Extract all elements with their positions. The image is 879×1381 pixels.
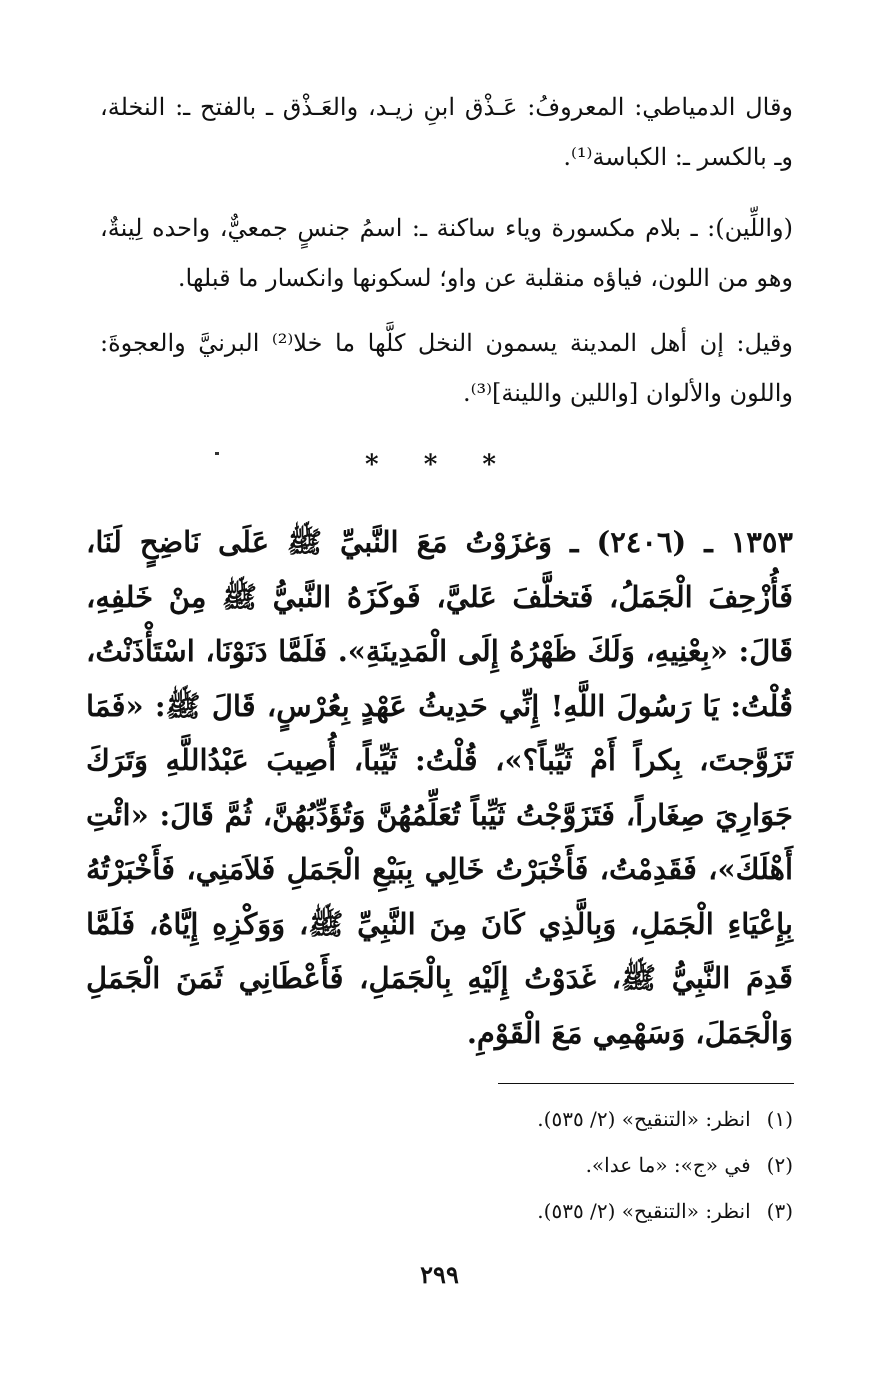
commentary-paragraph-3: [100, 318, 793, 418]
footnote-item: [300, 1096, 793, 1142]
footnote-item: [300, 1188, 793, 1234]
footnote-text: انظر: «التنقيح» (٢/ ٥٣٥).: [537, 1199, 751, 1223]
commentary-paragraph-2: [100, 203, 793, 303]
footnote-divider: [498, 1083, 794, 1084]
footnote-item: [300, 1142, 793, 1188]
page-number: ٢٩٩: [420, 1260, 459, 1289]
footnote-number: (٣): [766, 1199, 793, 1223]
footnote-text: انظر: «التنقيح» (٢/ ٥٣٥).: [537, 1107, 751, 1131]
commentary-text: وقال الدمياطي: المعروفُ: عَـذْق ابنِ زيـد، والعَـذْق ـ بالفتح ـ: النخلة، وـ بالكسر ـ: الكباسة⁽¹⁾.: [100, 93, 793, 171]
commentary-paragraph-1: [100, 82, 793, 182]
hadith-text: ١٣٥٣ ـ (٢٤٠٦) ـ وَغزَوْتُ مَعَ النَّبيِّ ﷺ عَلَى نَاضِحٍ لَنَا، فَأُزْحِفَ الْجَمَلُ، فَتخلَّفَ عَليَّ، فَوكَزَهُ النَّبيُّ ﷺ مِنْ خَلفِهِ، قَالَ: «بِعْنِيهِ، وَلَكَ ظَهْرُهُ إِلَى الْمَدِينَةِ». فَلَمَّا دَنَوْنَا، اسْتَأْذَنْتُ، قُلْتُ: يَا رَسُولَ اللَّهِ! إِنِّي حَدِيثُ عَهْدٍ بِعُرْسٍ، قَالَ ﷺ: «فَمَا تَزَوَّجتَ، بِكراً أَمْ ثَيِّباً؟»، قُلْتُ: ثَيِّباً، أُصِيبَ عَبْدُاللَّهِ وَتَرَكَ جَوَارِيَ صِغَاراً، فَتَزَوَّجْتُ ثَيِّباً تُعَلِّمُهُنَّ وَتُؤَدِّبُهُنَّ، ثُمَّ قَالَ: «ائْتِ أَهْلَكَ»، فَقَدِمْتُ، فَأَخْبَرْتُ خَالِي بِبَيْعِ الْجَمَلِ فَلاَمَنِي، فَأَخْبَرْتُهُ بِإِعْيَاءِ الْجَمَلِ، وَبِالَّذِي كَانَ مِنَ النَّبِيِّ ﷺ، وَوَكْزِهِ إِيَّاهُ، فَلَمَّا قَدِمَ النَّبِيُّ ﷺ، غَدَوْتُ إِلَيْهِ بِالْجَمَلِ، فَأَعْطَانِي ثَمَنَ الْجَمَلِ وَالْجَمَلَ، وَسَهْمِي مَعَ الْقَوْمِ.: [86, 525, 794, 1050]
footnotes: [300, 1096, 793, 1234]
footnote-text: في «ج»: «ما عدا».: [585, 1153, 751, 1177]
commentary-text: وقيل: إن أهل المدينة يسمون النخل كلَّها ما خلا⁽²⁾ البرنيَّ والعجوةَ: واللون والألوان [واللين واللينة]⁽³⁾.: [100, 329, 793, 407]
section-separator: * * *: [365, 450, 514, 480]
hadith-paragraph: [86, 515, 793, 1060]
footnote-number: (١): [766, 1107, 793, 1131]
commentary-text: (واللِّين): ـ بلام مكسورة وياء ساكنة ـ: اسمُ جنسٍ جمعيٌّ، واحده لِينةٌ، وهو من اللون، فياؤه منقلبة عن واو؛ لسكونها وانكسار ما قبلها.: [100, 214, 794, 292]
footnote-number: (٢): [766, 1153, 793, 1177]
